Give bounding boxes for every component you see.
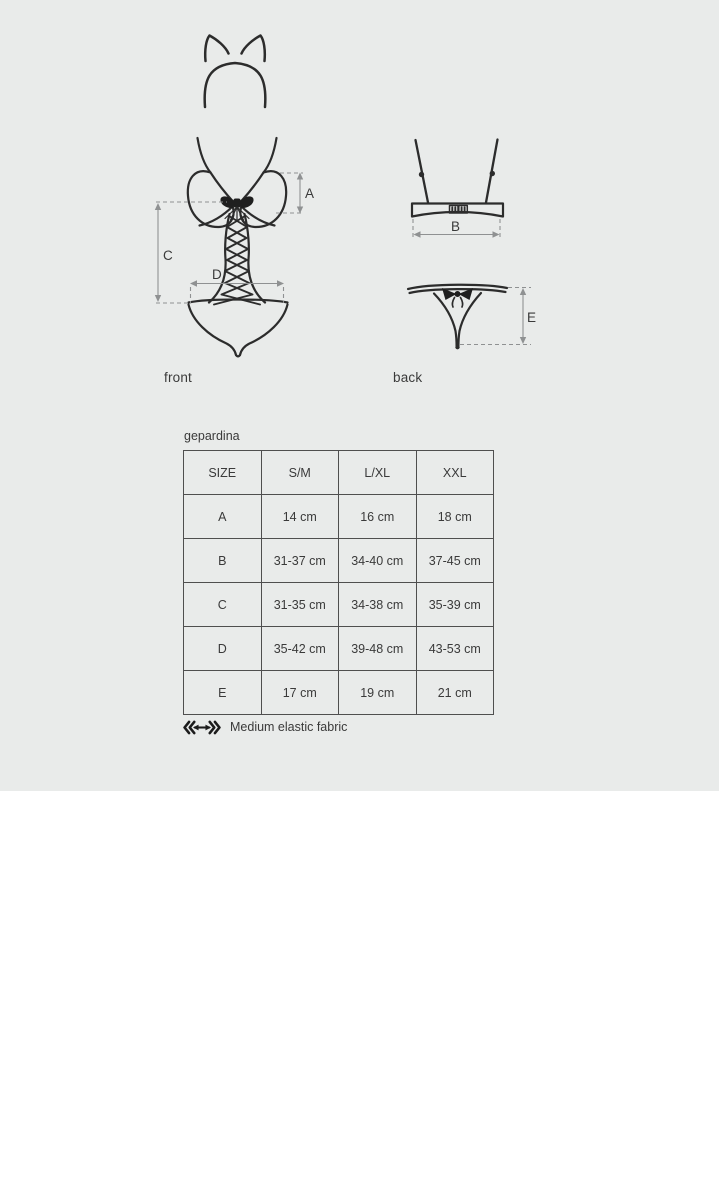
panty-waistline <box>189 300 288 303</box>
table-cell: 35-39 cm <box>416 583 494 627</box>
size-table-head <box>184 451 494 495</box>
size-table-body <box>184 495 494 715</box>
table-cell: 43-53 cm <box>416 627 494 671</box>
dimension-e <box>460 288 536 345</box>
cat-ear-left <box>205 36 228 62</box>
row-label-cell: B <box>184 539 262 583</box>
elastic-stretch-icon <box>183 720 221 735</box>
panty-outline-right <box>240 305 288 356</box>
table-cell: 34-40 cm <box>339 539 417 583</box>
table-cell: 34-38 cm <box>339 583 417 627</box>
panty-gusset-tip <box>236 355 240 356</box>
table-cell: 17 cm <box>261 671 339 715</box>
dimension-label-a: A <box>305 186 315 201</box>
thong-back-drawing <box>408 285 507 349</box>
dimension-label-e: E <box>527 310 537 325</box>
front-strap-left <box>198 138 211 173</box>
cat-ear-right <box>242 36 265 62</box>
table-header-cell: S/M <box>261 451 339 495</box>
back-strap-left <box>416 140 429 203</box>
front-strap-right <box>264 138 277 173</box>
table-row <box>184 495 494 539</box>
table-header-row <box>184 451 494 495</box>
table-cell: 31-35 cm <box>261 583 339 627</box>
size-table <box>183 450 494 715</box>
table-cell: 18 cm <box>416 495 494 539</box>
cat-ears-headband-drawing <box>205 36 266 108</box>
table-cell: 14 cm <box>261 495 339 539</box>
headband-arc <box>205 63 266 107</box>
row-label-cell: D <box>184 627 262 671</box>
table-cell: 19 cm <box>339 671 417 715</box>
fabric-note <box>183 718 347 736</box>
table-cell: 16 cm <box>339 495 417 539</box>
dimension-b <box>413 219 500 239</box>
table-cell: 31-37 cm <box>261 539 339 583</box>
table-cell: 37-45 cm <box>416 539 494 583</box>
table-row <box>184 583 494 627</box>
dimension-a <box>276 173 314 214</box>
table-header-cell: L/XL <box>339 451 417 495</box>
table-cell: 35-42 cm <box>261 627 339 671</box>
row-label-cell: C <box>184 583 262 627</box>
table-row <box>184 671 494 715</box>
dimension-label-d: D <box>212 267 222 282</box>
table-header-cell: SIZE <box>184 451 262 495</box>
table-row <box>184 627 494 671</box>
dimension-label-c: C <box>163 248 173 263</box>
band-hook-clasp <box>450 206 468 214</box>
table-cell: 21 cm <box>416 671 494 715</box>
table-header-cell: XXL <box>416 451 494 495</box>
thong-tip <box>456 348 458 349</box>
back-view-label: back <box>393 370 423 385</box>
table-cell: 39-48 cm <box>339 627 417 671</box>
row-label-cell: E <box>184 671 262 715</box>
product-name: gepardina <box>184 429 240 443</box>
front-bow <box>220 196 253 208</box>
front-view-label: front <box>164 370 193 385</box>
panty-outline-left <box>189 305 237 356</box>
product-illustration <box>0 0 719 420</box>
strap-slider-right <box>490 171 495 176</box>
dimension-label-b: B <box>451 219 461 234</box>
thong-bow-tails <box>452 298 462 308</box>
bodysuit-front-drawing <box>188 138 288 356</box>
row-label-cell: A <box>184 495 262 539</box>
bra-band-back-drawing <box>412 140 503 217</box>
table-row <box>184 539 494 583</box>
strap-slider-left <box>419 172 424 177</box>
fabric-note-text: Medium elastic fabric <box>230 720 348 734</box>
